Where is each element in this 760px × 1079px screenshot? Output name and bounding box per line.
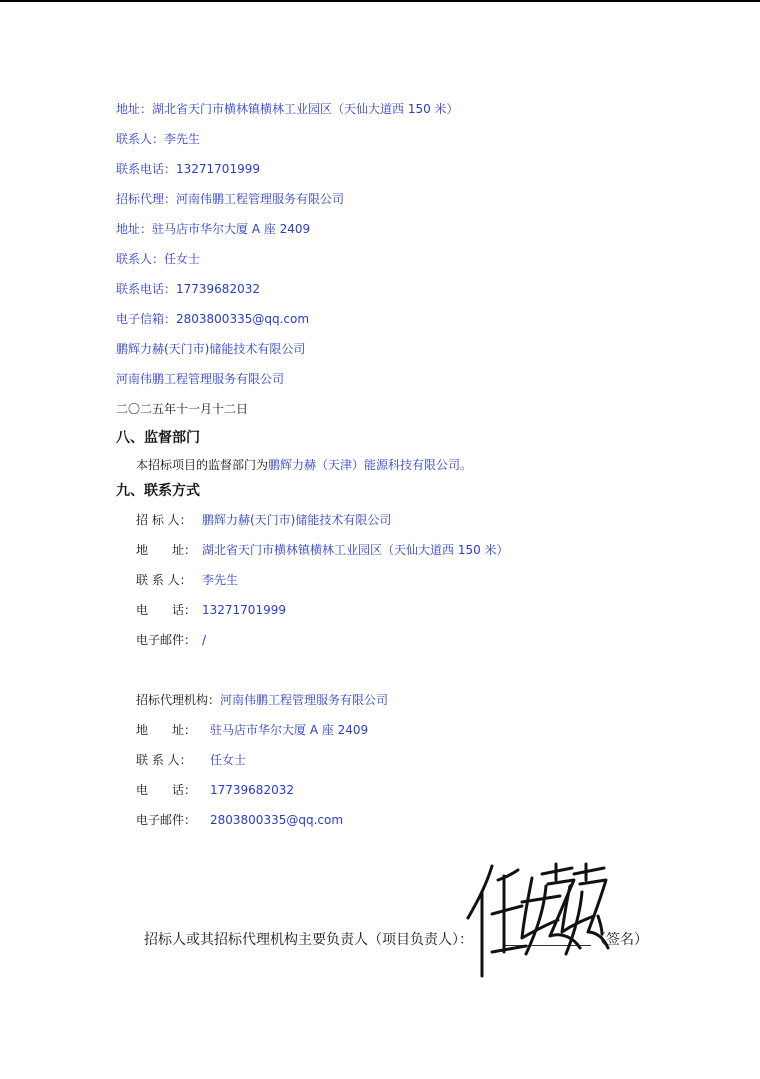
section8-org: 鹏辉力赫（天津）能源科技有限公司。 [268, 458, 473, 472]
s9-tenderer-contact-row [136, 572, 238, 588]
section8-text [136, 457, 472, 473]
s9-tenderer-phone-label: 电 话： [136, 603, 197, 617]
section8-prefix: 本招标项目的监督部门为 [136, 458, 269, 472]
s9-tenderer-name-label: 招 标 人： [136, 513, 192, 527]
signature-label-suffix: （签名） [592, 932, 648, 948]
signoff-date: 二〇二五年十一月十二日 [116, 402, 249, 416]
s9-agent-contact-row [136, 752, 246, 768]
s9-tenderer-email-value: / [202, 633, 207, 647]
s9-agent-contact-value: 任女士 [210, 753, 247, 767]
agent-address: 地址：驻马店市华尔大厦 A 座 2409 [116, 222, 311, 236]
s9-tenderer-phone-row [136, 602, 286, 618]
s9-tenderer-addr-label: 地 址： [136, 543, 197, 557]
s9-agent-addr-value: 驻马店市华尔大厦 A 座 2409 [210, 723, 369, 737]
s9-tenderer-name-row [136, 512, 391, 528]
s9-tenderer-name-value: 鹏辉力赫(天门市)储能技术有限公司 [202, 513, 392, 527]
handwritten-signature [462, 858, 612, 982]
section9-heading: 九、联系方式 [116, 483, 200, 499]
s9-agent-phone-label: 电 话： [136, 783, 197, 797]
s9-agent-phone-row [136, 782, 294, 798]
s9-agent-addr-label: 地 址： [136, 723, 197, 737]
s9-agent-email-value: 2803800335@qq.com [210, 813, 344, 827]
tenderer-contact: 联系人：李先生 [116, 132, 201, 146]
s9-agent-addr-row [136, 722, 368, 738]
s9-agent-name-label: 招标代理机构： [136, 693, 221, 707]
tenderer-phone: 联系电话：13271701999 [116, 162, 260, 176]
s9-tenderer-contact-value: 李先生 [202, 573, 239, 587]
s9-agent-email-row [136, 812, 343, 828]
s9-agent-name-value: 河南伟鹏工程管理服务有限公司 [220, 693, 389, 707]
s9-tenderer-email-label: 电子邮件： [136, 633, 197, 647]
tenderer-address: 地址：湖北省天门市横林镇横林工业园区（天仙大道西 150 米） [116, 102, 459, 116]
signoff-tenderer: 鹏辉力赫(天门市)储能技术有限公司 [116, 342, 306, 356]
page-top-border [0, 0, 760, 2]
section8-heading: 八、监督部门 [116, 430, 200, 446]
s9-agent-name-row [136, 692, 388, 708]
s9-tenderer-email-row [136, 632, 206, 648]
agent-phone: 联系电话：17739682032 [116, 282, 260, 296]
agent-contact: 联系人：任女士 [116, 252, 201, 266]
s9-tenderer-addr-value: 湖北省天门市横林镇横林工业园区（天仙大道西 150 米） [202, 543, 509, 557]
s9-tenderer-addr-row [136, 542, 509, 558]
signature-label-prefix: 招标人或其招标代理机构主要负责人（项目负责人）： [144, 932, 473, 948]
s9-tenderer-phone-value: 13271701999 [202, 603, 286, 617]
agent-email: 电子信箱：2803800335@qq.com [116, 312, 310, 326]
s9-agent-phone-value: 17739682032 [210, 783, 294, 797]
agent-name: 招标代理：河南伟鹏工程管理服务有限公司 [116, 192, 345, 206]
s9-agent-contact-label: 联 系 人： [136, 753, 192, 767]
signoff-agent: 河南伟鹏工程管理服务有限公司 [116, 372, 285, 386]
s9-tenderer-contact-label: 联 系 人： [136, 573, 192, 587]
s9-agent-email-label: 电子邮件： [136, 813, 197, 827]
